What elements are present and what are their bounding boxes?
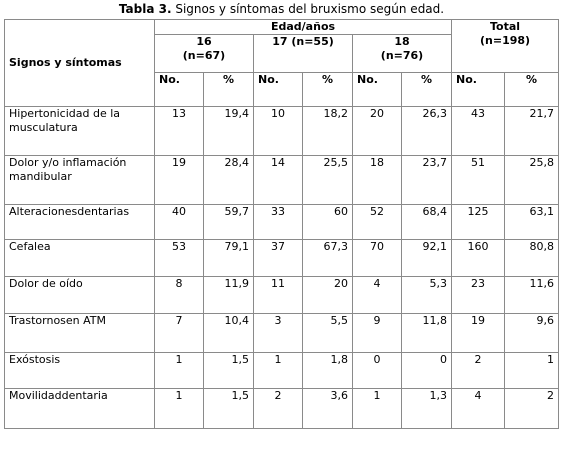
table-caption [0,2,563,16]
cell-percent: 60 [303,205,353,240]
header-age-16-n: (n=67) [182,49,226,62]
cell-count: 4 [452,389,505,429]
cell-count: 53 [155,240,204,277]
cell-count: 125 [452,205,505,240]
cell-count: 2 [452,353,505,389]
cell-count: 52 [353,205,402,240]
cell-percent: 63,1 [505,205,559,240]
cell-percent: 11,9 [204,277,254,314]
cell-count: 37 [254,240,303,277]
row-label: Dolor de oído [5,277,155,314]
header-pct-17: % [303,73,353,107]
cell-count: 14 [254,156,303,205]
table-row [5,240,559,277]
row-label: Alteracionesdentarias [5,205,155,240]
cell-percent: 18,2 [303,107,353,156]
cell-count: 7 [155,314,204,353]
cell-percent: 25,5 [303,156,353,205]
cell-percent: 11,8 [402,314,452,353]
header-age-18-label: 18 [394,35,410,48]
cell-percent: 68,4 [402,205,452,240]
table-row [5,205,559,240]
cell-percent: 1,5 [204,389,254,429]
table-title: Signos y síntomas del bruxismo según edad. [175,2,445,16]
cell-count: 1 [155,353,204,389]
header-age-17: 17 (n=55) [254,35,353,73]
cell-count: 13 [155,107,204,156]
cell-percent: 26,3 [402,107,452,156]
row-label: Hipertonicidad de la musculatura [5,107,155,156]
cell-percent: 9,6 [505,314,559,353]
cell-percent: 5,3 [402,277,452,314]
header-pct-total: % [505,73,559,107]
cell-count: 1 [353,389,402,429]
cell-count: 33 [254,205,303,240]
header-pct-18: % [402,73,452,107]
row-label: Movilidaddentaria [5,389,155,429]
table-row [5,107,559,156]
cell-count: 4 [353,277,402,314]
cell-percent: 21,7 [505,107,559,156]
cell-count: 19 [452,314,505,353]
cell-percent: 11,6 [505,277,559,314]
table-number: Tabla 3. [118,2,172,16]
cell-count: 43 [452,107,505,156]
cell-count: 2 [254,389,303,429]
header-signos: Signos y síntomas [5,20,155,107]
header-pct-16: % [204,73,254,107]
cell-count: 10 [254,107,303,156]
cell-count: 18 [353,156,402,205]
header-no-17: No. [254,73,303,107]
cell-percent: 1,8 [303,353,353,389]
cell-count: 0 [353,353,402,389]
cell-count: 8 [155,277,204,314]
cell-percent: 10,4 [204,314,254,353]
cell-count: 19 [155,156,204,205]
row-label: Dolor y/o inflamación mandibular [5,156,155,205]
header-no-total: No. [452,73,505,107]
cell-count: 51 [452,156,505,205]
table-row [5,353,559,389]
cell-percent: 5,5 [303,314,353,353]
cell-count: 40 [155,205,204,240]
cell-count: 3 [254,314,303,353]
cell-percent: 80,8 [505,240,559,277]
header-no-18: No. [353,73,402,107]
cell-percent: 3,6 [303,389,353,429]
header-total-n: (n=198) [480,34,531,47]
cell-count: 9 [353,314,402,353]
table-row [5,277,559,314]
cell-percent: 2 [505,389,559,429]
cell-percent: 1,5 [204,353,254,389]
table-row [5,156,559,205]
cell-percent: 67,3 [303,240,353,277]
cell-count: 70 [353,240,402,277]
cell-percent: 20 [303,277,353,314]
cell-count: 160 [452,240,505,277]
cell-count: 1 [254,353,303,389]
cell-percent: 59,7 [204,205,254,240]
table-row [5,314,559,353]
header-edad: Edad/años [155,20,452,35]
header-age-18 [353,35,452,73]
header-total [452,20,559,73]
header-age-18-n: (n=76) [380,49,424,62]
cell-percent: 0 [402,353,452,389]
cell-percent: 1,3 [402,389,452,429]
row-label: Cefalea [5,240,155,277]
cell-count: 20 [353,107,402,156]
cell-count: 23 [452,277,505,314]
cell-percent: 28,4 [204,156,254,205]
cell-count: 11 [254,277,303,314]
header-age-16-label: 16 [196,35,212,48]
row-label: Exóstosis [5,353,155,389]
symptoms-table [4,19,559,429]
cell-count: 1 [155,389,204,429]
cell-percent: 23,7 [402,156,452,205]
cell-percent: 79,1 [204,240,254,277]
cell-percent: 19,4 [204,107,254,156]
cell-percent: 25,8 [505,156,559,205]
header-no-16: No. [155,73,204,107]
cell-percent: 1 [505,353,559,389]
row-label: Trastornosen ATM [5,314,155,353]
header-age-16 [155,35,254,73]
header-total-label: Total [490,20,521,33]
table-row [5,389,559,429]
cell-percent: 92,1 [402,240,452,277]
